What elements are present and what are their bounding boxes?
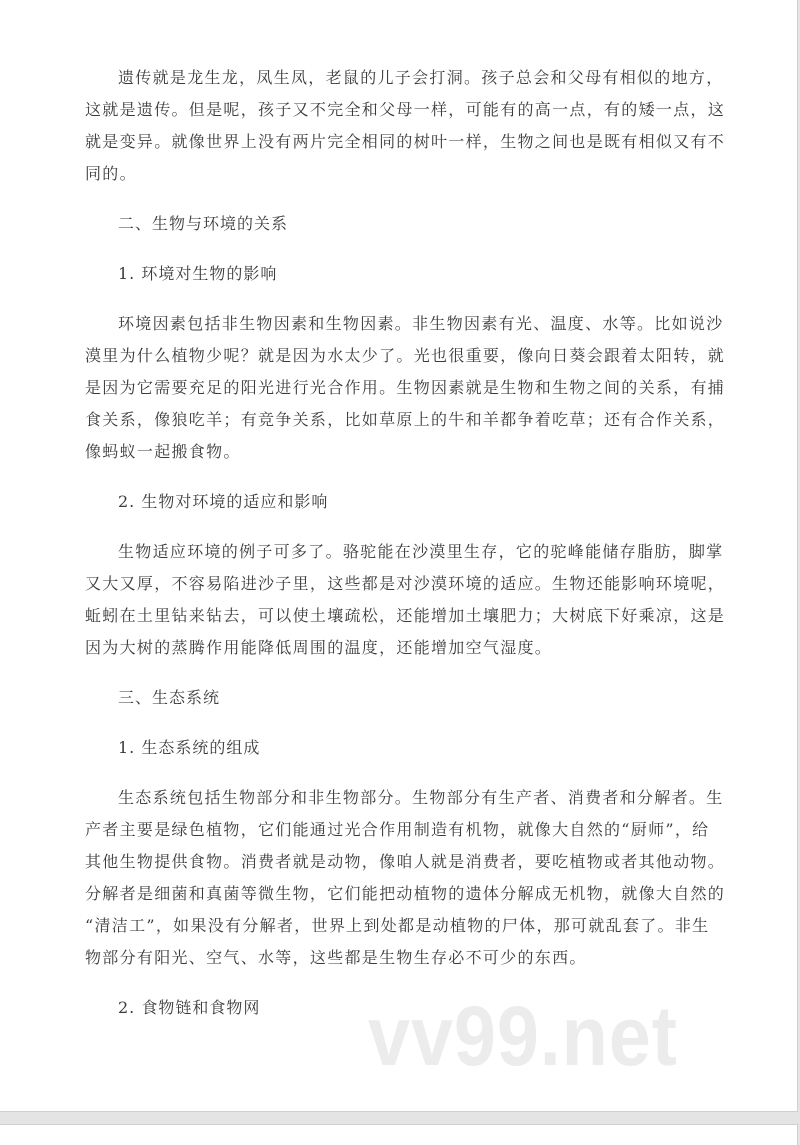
spacer [85, 764, 695, 782]
spacer [85, 664, 695, 682]
paragraph-line: 环境因素包括非生物因素和生物因素。非生物因素有光、温度、水等。比如说沙 [118, 314, 724, 333]
paragraph-line: 遗传就是龙生龙，凤生凤，老鼠的儿子会打洞。孩子总会和父母有相似的地方， [118, 68, 724, 87]
paragraph [85, 536, 726, 664]
section-heading: 2. 生物对环境的适应和影响 [118, 492, 329, 511]
page-content [85, 62, 726, 1024]
spacer [85, 518, 695, 536]
paragraph-line: 是因为它需要充足的阳光进行光合作用。生物因素就是生物和生物之间的关系，有捕 [85, 378, 726, 397]
paragraph [85, 308, 726, 468]
paragraph-line: 又大又厚，不容易陷进沙子里，这些都是对沙漠环境的适应。生物还能影响环境呢， [85, 574, 726, 593]
paragraph-line: 产者主要是绿色植物，它们能通过光合作用制造有机物，就像大自然的“厨师”，给 [85, 820, 710, 839]
spacer [85, 290, 695, 308]
spacer [85, 468, 695, 486]
spacer [85, 714, 695, 732]
paragraph-line: 其他生物提供食物。消费者就是动物，像咱人就是消费者，要吃植物或者其他动物。 [85, 852, 726, 871]
section-heading: 1. 生态系统的组成 [118, 738, 261, 757]
next-page [0, 1124, 798, 1145]
paragraph-line: 分解者是细菌和真菌等微生物，它们能把动植物的遗体分解成无机物，就像大自然的 [85, 884, 726, 903]
section-heading: 二、生物与环境的关系 [118, 214, 289, 233]
paragraph-line: 生态系统包括生物部分和非生物部分。生物部分有生产者、消费者和分解者。生 [118, 788, 724, 807]
section-heading: 1. 环境对生物的影响 [118, 264, 278, 283]
paragraph [85, 62, 726, 190]
paragraph [85, 782, 726, 974]
watermark: vv99.net [368, 989, 678, 1083]
paragraph-line: 因为大树的蒸腾作用能降低周围的温度，还能增加空气湿度。 [85, 638, 553, 657]
paragraph-line: 物部分有阳光、空气、水等，这些都是生物生存必不可少的东西。 [85, 948, 587, 967]
paragraph-line: “清洁工”，如果没有分解者，世界上到处都是动植物的尸体，那可就乱套了。非生 [85, 916, 710, 935]
spacer [85, 190, 695, 208]
paragraph-line: 蚯蚓在土里钻来钻去，可以使土壤疏松，还能增加土壤肥力；大树底下好乘凉，这是 [85, 606, 726, 625]
paragraph-line: 就是变异。就像世界上没有两片完全相同的树叶一样，生物之间也是既有相似又有不 [85, 132, 726, 151]
paragraph-line: 像蚂蚁一起搬食物。 [85, 442, 241, 461]
paragraph-line: 生物适应环境的例子可多了。骆驼能在沙漠里生存，它的驼峰能储存脂肪，脚掌 [118, 542, 724, 561]
paragraph-line: 食关系，像狼吃羊；有竞争关系，比如草原上的牛和羊都争着吃草；还有合作关系， [85, 410, 726, 429]
paragraph-line: 漠里为什么植物少呢？就是因为水太少了。光也很重要，像向日葵会跟着太阳转，就 [85, 346, 726, 365]
paragraph-line: 这就是遗传。但是呢，孩子又不完全和父母一样，可能有的高一点，有的矮一点，这 [85, 100, 726, 119]
spacer [85, 240, 695, 258]
section-heading: 2. 食物链和食物网 [118, 998, 261, 1017]
paragraph-line: 同的。 [85, 164, 137, 183]
section-heading: 三、生态系统 [118, 688, 221, 707]
